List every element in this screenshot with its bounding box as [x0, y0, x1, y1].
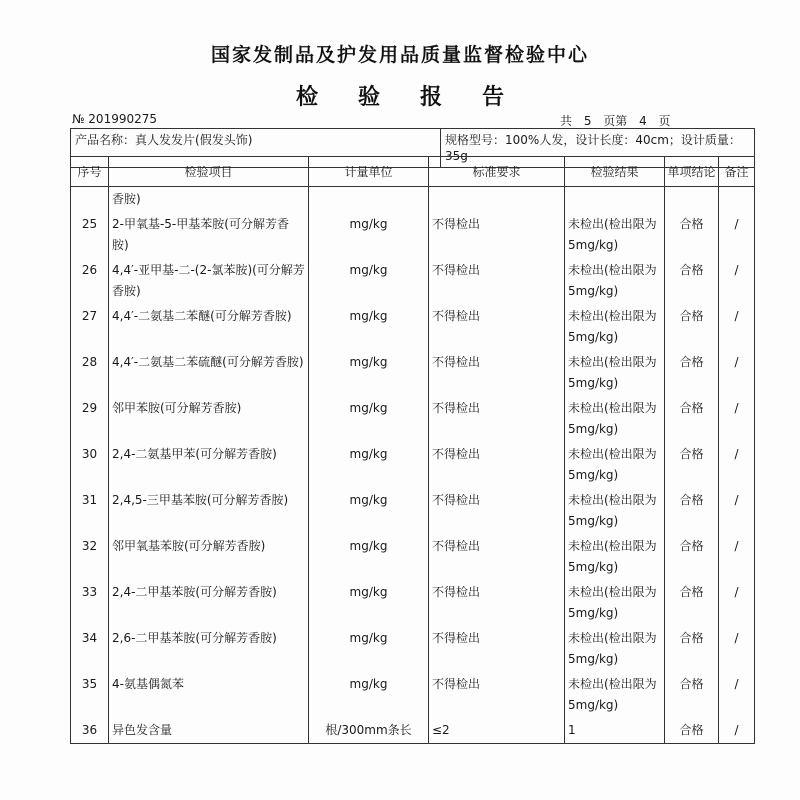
spec-value: 100%人发，设计长度：40cm；设计质量：35g — [445, 133, 741, 163]
remark-cell: / — [719, 718, 755, 744]
col-header-requirement: 标准要求 — [429, 157, 565, 187]
conclusion-cell: 合格 — [665, 718, 719, 744]
inspection-item-cell: 2,4-二甲基苯胺(可分解芳香胺) — [109, 580, 309, 626]
table-row — [71, 396, 755, 442]
col-header-no: 序号 — [71, 157, 109, 187]
table-row — [71, 534, 755, 580]
col-header-item: 检验项目 — [109, 157, 309, 187]
unit-cell: mg/kg — [309, 258, 429, 304]
requirement-cell: 不得检出 — [429, 304, 565, 350]
inspection-item-cell: 异色发含量 — [109, 718, 309, 744]
remark-cell: / — [719, 580, 755, 626]
requirement-cell: 不得检出 — [429, 212, 565, 258]
result-cell: 未检出(检出限为5mg/kg) — [565, 258, 665, 304]
conclusion-cell: 合格 — [665, 258, 719, 304]
row-number-cell: 30 — [71, 442, 109, 488]
remark-cell: / — [719, 488, 755, 534]
result-cell: 未检出(检出限为5mg/kg) — [565, 212, 665, 258]
spec-label: 规格型号： — [445, 133, 506, 147]
inspection-item-cell: 4,4′-二氨基二苯硫醚(可分解芳香胺) — [109, 350, 309, 396]
unit-cell: mg/kg — [309, 442, 429, 488]
inspection-item-cell: 2-甲氧基-5-甲基苯胺(可分解芳香胺) — [109, 212, 309, 258]
result-cell: 未检出(检出限为5mg/kg) — [565, 350, 665, 396]
inspection-item-cell: 2,4-二氨基甲苯(可分解芳香胺) — [109, 442, 309, 488]
requirement-cell: 不得检出 — [429, 396, 565, 442]
requirement-cell: 不得检出 — [429, 626, 565, 672]
table-header-row — [71, 157, 755, 187]
col-header-unit: 计量单位 — [309, 157, 429, 187]
table-row — [71, 304, 755, 350]
result-cell: 未检出(检出限为5mg/kg) — [565, 672, 665, 718]
row-number-cell: 27 — [71, 304, 109, 350]
requirement-cell: 不得检出 — [429, 534, 565, 580]
unit-cell: mg/kg — [309, 580, 429, 626]
inspection-item-cell: 4,4′-亚甲基-二-(2-氯苯胺)(可分解芳香胺) — [109, 258, 309, 304]
remark-cell: / — [719, 350, 755, 396]
table-row — [71, 580, 755, 626]
row-number-cell: 33 — [71, 580, 109, 626]
unit-cell: mg/kg — [309, 534, 429, 580]
remark-cell: / — [719, 396, 755, 442]
row-number-cell: 35 — [71, 672, 109, 718]
result-cell: 1 — [565, 718, 665, 744]
conclusion-cell: 合格 — [665, 304, 719, 350]
conclusion-cell: 合格 — [665, 396, 719, 442]
continuation-text: 香胺) — [109, 187, 309, 213]
table-row — [71, 672, 755, 718]
result-cell: 未检出(检出限为5mg/kg) — [565, 488, 665, 534]
table-row — [71, 258, 755, 304]
result-cell: 未检出(检出限为5mg/kg) — [565, 534, 665, 580]
table-row — [71, 442, 755, 488]
col-header-conclusion: 单项结论 — [665, 157, 719, 187]
remark-cell: / — [719, 672, 755, 718]
requirement-cell: 不得检出 — [429, 580, 565, 626]
row-number-cell: 28 — [71, 350, 109, 396]
requirement-cell: 不得检出 — [429, 350, 565, 396]
remark-cell: / — [719, 304, 755, 350]
requirement-cell: 不得检出 — [429, 672, 565, 718]
col-header-remark: 备注 — [719, 157, 755, 187]
row-number-cell: 25 — [71, 212, 109, 258]
requirement-cell: 不得检出 — [429, 442, 565, 488]
row-number-cell: 31 — [71, 488, 109, 534]
inspection-item-cell: 邻甲氧基苯胺(可分解芳香胺) — [109, 534, 309, 580]
conclusion-cell: 合格 — [665, 442, 719, 488]
inspection-item-cell: 2,6-二甲基苯胺(可分解芳香胺) — [109, 626, 309, 672]
unit-cell: mg/kg — [309, 212, 429, 258]
result-cell: 未检出(检出限为5mg/kg) — [565, 580, 665, 626]
unit-cell: mg/kg — [309, 488, 429, 534]
result-cell: 未检出(检出限为5mg/kg) — [565, 396, 665, 442]
unit-cell: mg/kg — [309, 672, 429, 718]
report-title: 检验报告 — [295, 85, 544, 110]
row-number-cell: 29 — [71, 396, 109, 442]
continuation-row — [71, 187, 755, 213]
table-row — [71, 488, 755, 534]
product-name-label: 产品名称： — [75, 133, 136, 147]
row-number-cell: 34 — [71, 626, 109, 672]
remark-cell: / — [719, 534, 755, 580]
remark-cell: / — [719, 442, 755, 488]
inspection-table — [70, 156, 755, 744]
page-info: 共 5 页第 4 页 — [560, 114, 671, 128]
conclusion-cell: 合格 — [665, 672, 719, 718]
report-number: № 201990275 — [72, 112, 158, 126]
table-row — [71, 626, 755, 672]
unit-cell: mg/kg — [309, 304, 429, 350]
conclusion-cell: 合格 — [665, 580, 719, 626]
result-cell: 未检出(检出限为5mg/kg) — [565, 304, 665, 350]
inspection-item-cell: 4,4′-二氨基二苯醚(可分解芳香胺) — [109, 304, 309, 350]
unit-cell: mg/kg — [309, 396, 429, 442]
row-number-cell: 36 — [71, 718, 109, 744]
table-row — [71, 212, 755, 258]
conclusion-cell: 合格 — [665, 212, 719, 258]
remark-cell: / — [719, 212, 755, 258]
result-cell: 未检出(检出限为5mg/kg) — [565, 442, 665, 488]
unit-cell: 根/300mm条长 — [309, 718, 429, 744]
remark-cell: / — [719, 626, 755, 672]
inspection-item-cell: 2,4,5-三甲基苯胺(可分解芳香胺) — [109, 488, 309, 534]
inspection-item-cell: 4-氨基偶氮苯 — [109, 672, 309, 718]
product-name-value: 真人发发片(假发头饰) — [135, 133, 253, 147]
row-number-cell: 26 — [71, 258, 109, 304]
col-header-result: 检验结果 — [565, 157, 665, 187]
organization-name: 国家发制品及护发用品质量监督检验中心 — [210, 44, 589, 66]
remark-cell: / — [719, 258, 755, 304]
requirement-cell: ≤2 — [429, 718, 565, 744]
unit-cell: mg/kg — [309, 626, 429, 672]
conclusion-cell: 合格 — [665, 626, 719, 672]
conclusion-cell: 合格 — [665, 488, 719, 534]
table-row — [71, 718, 755, 744]
unit-cell: mg/kg — [309, 350, 429, 396]
row-number-cell: 32 — [71, 534, 109, 580]
result-cell: 未检出(检出限为5mg/kg) — [565, 626, 665, 672]
table-row — [71, 350, 755, 396]
inspection-item-cell: 邻甲苯胺(可分解芳香胺) — [109, 396, 309, 442]
requirement-cell: 不得检出 — [429, 258, 565, 304]
conclusion-cell: 合格 — [665, 534, 719, 580]
conclusion-cell: 合格 — [665, 350, 719, 396]
requirement-cell: 不得检出 — [429, 488, 565, 534]
